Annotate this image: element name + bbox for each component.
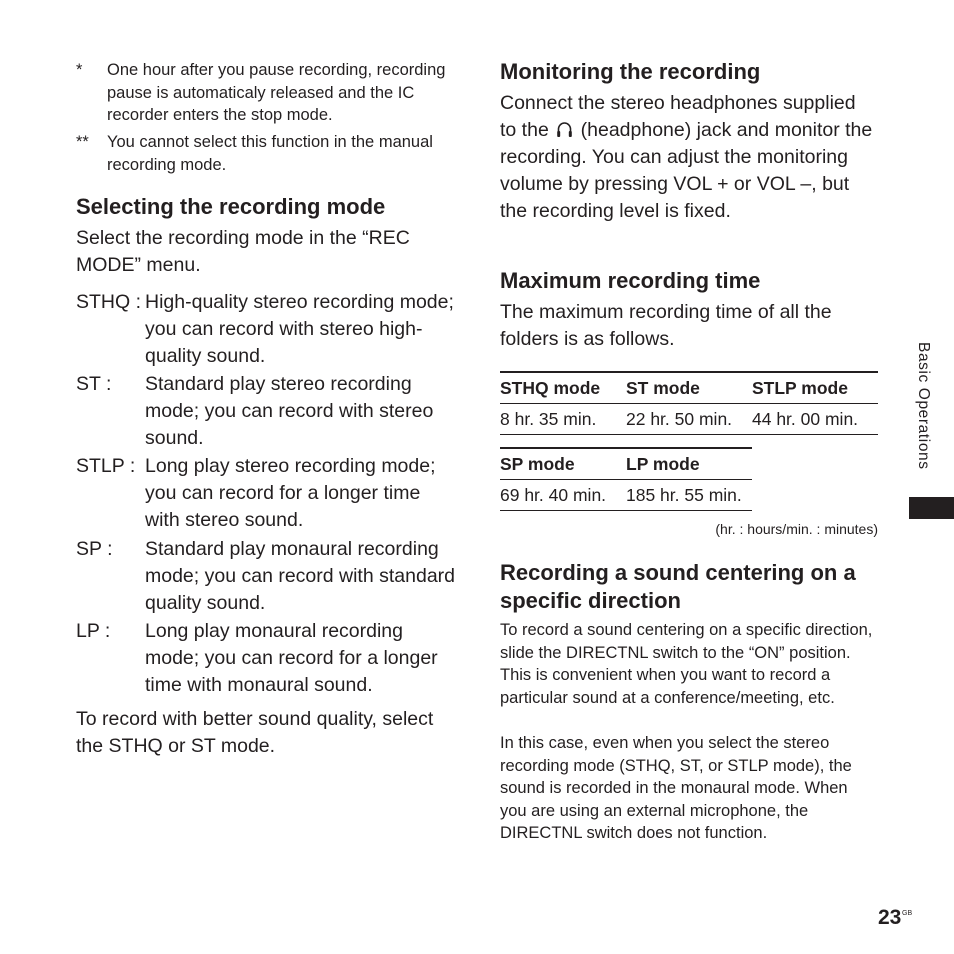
footnote: [76, 59, 460, 127]
mode-description: High-quality stereo recording mode; you can record with stereo high-quality sound.: [145, 291, 454, 367]
table-header-row: [500, 448, 752, 480]
headphone-icon: [556, 120, 573, 138]
table-header-row: [500, 372, 878, 404]
mode-item: [76, 371, 460, 452]
recording-time-table-stereo: [500, 371, 878, 435]
footnote-mark: *: [76, 61, 83, 79]
mode-item: [76, 618, 460, 699]
monitoring-text-end: (headphone) jack and monitor the recording. You can adjust the monitoring volume by pressing VOL + or VOL –, but the recording level is fixed.: [500, 119, 873, 222]
footnote-mark: **: [76, 133, 89, 151]
mode-description: Long play monaural recording mode; you can record for a longer time with monaural sound.: [145, 620, 438, 696]
footnote: [76, 131, 460, 177]
monitoring-text-start: Connect the stereo headphones supplied to the: [500, 92, 856, 141]
units-note: (hr. : hours/min. : minutes): [715, 521, 878, 537]
table-cell: 69 hr. 40 min.: [500, 480, 626, 511]
table-header: ST mode: [626, 372, 752, 404]
section-heading-direction: Recording a sound centering on a specific direction: [500, 560, 856, 613]
table-cell: 44 hr. 00 min.: [752, 404, 878, 435]
mode-code: SP :: [76, 538, 113, 560]
table-row: [500, 404, 878, 435]
recording-time-table-mono: [500, 447, 752, 511]
mode-description: Standard play monaural recording mode; you can record with standard quality sound.: [145, 538, 456, 614]
table-cell: 22 hr. 50 min.: [626, 404, 752, 435]
section-heading-max-time: Maximum recording time: [500, 268, 761, 293]
recording-mode-closing: To record with better sound quality, select the STHQ or ST mode.: [76, 708, 434, 757]
direction-paragraph: To record a sound centering on a specific direction, slide the DIRECTNL switch to the “ON” position. This is convenient when you want to record a particular sound at a conference/meeting, etc.: [500, 621, 873, 707]
mode-item: [76, 536, 460, 617]
table-header: STLP mode: [752, 372, 878, 404]
footnote-text: You cannot select this function in the manual recording mode.: [107, 133, 433, 174]
direction-paragraph: In this case, even when you select the stereo recording mode (STHQ, ST, or STLP mode), the sound is recorded in the monaural mode. When you are using an external microphone, the DIRECTNL switch does not function.: [500, 734, 852, 843]
page-number-suffix: GB: [902, 910, 913, 917]
table-header: STHQ mode: [500, 372, 626, 404]
recording-mode-intro: Select the recording mode in the “REC MODE” menu.: [76, 227, 410, 276]
table-header: LP mode: [626, 448, 752, 480]
mode-code: ST :: [76, 373, 112, 395]
table-header: SP mode: [500, 448, 626, 480]
table-row: [500, 480, 752, 511]
chapter-tab-label: Basic Operations: [915, 342, 932, 470]
mode-item: [76, 453, 460, 534]
chapter-tab-marker: [909, 497, 954, 519]
page-number: 23: [878, 906, 902, 929]
section-heading-recording-mode: Selecting the recording mode: [76, 194, 386, 219]
mode-code: STLP :: [76, 455, 136, 477]
mode-description: Standard play stereo recording mode; you can record with stereo sound.: [145, 373, 434, 449]
mode-code: LP :: [76, 620, 111, 642]
max-time-intro: The maximum recording time of all the folders is as follows.: [500, 301, 832, 350]
footnote-text: One hour after you pause recording, recording pause is automaticaly released and the IC recorder enters the stop mode.: [107, 61, 446, 124]
mode-item: [76, 289, 460, 370]
table-cell: 185 hr. 55 min.: [626, 480, 752, 511]
mode-code: STHQ :: [76, 291, 142, 313]
monitoring-text: [500, 90, 876, 225]
mode-description: Long play stereo recording mode; you can record for a longer time with stereo sound.: [145, 455, 436, 531]
table-cell: 8 hr. 35 min.: [500, 404, 626, 435]
section-heading-monitoring: Monitoring the recording: [500, 59, 761, 84]
